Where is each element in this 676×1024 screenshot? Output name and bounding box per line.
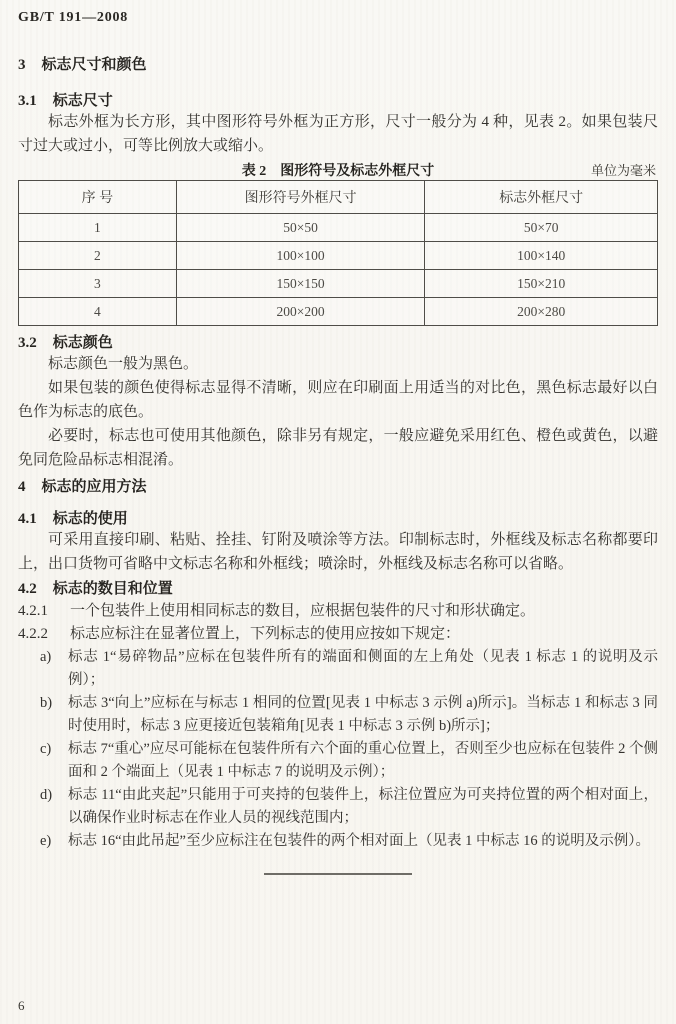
section-3-2-paragraph-3: 必要时，标志也可使用其他颜色，除非另有规定，一般应避免采用红色、橙色或黄色，以避免同危险品标志相混淆。	[18, 428, 658, 468]
section-4-1-paragraph: 可采用直接印刷、粘贴、拴挂、钉附及喷涂等方法。印制标志时，外框线及标志名称都要印上，出口货物可省略中文标志名称和外框线；喷涂时，外框线及标志名称可以省略。	[18, 532, 658, 572]
section-3-2-number: 3.2	[18, 335, 37, 351]
page-content	[0, 56, 676, 875]
cell-symbol-size: 50×50	[176, 214, 425, 242]
cell-seq: 1	[19, 214, 177, 242]
section-3-title: 标志尺寸和颜色	[41, 57, 147, 73]
standard-number: GB/T 191—2008	[18, 10, 129, 25]
clause-4-2-2-text: 标志应标注在显著位置上，下列标志的使用应按如下规定：	[70, 626, 461, 642]
list-item	[18, 738, 658, 784]
section-4-2-title: 标志的数目和位置	[52, 581, 173, 597]
column-header-symbol-frame: 图形符号外框尺寸	[176, 181, 425, 214]
section-4-number: 4	[18, 479, 26, 495]
section-4-1-heading	[18, 510, 658, 528]
section-4-1-number: 4.1	[18, 511, 37, 527]
section-3-2-paragraph-2: 如果包装的颜色使得标志显得不清晰，则应在印刷面上用适当的对比色，黑色标志最好以白色作为标志的底色。	[18, 380, 658, 420]
section-4-2-heading	[18, 580, 658, 598]
dimension-table	[18, 180, 658, 326]
column-header-mark-frame: 标志外框尺寸	[425, 181, 658, 214]
list-item-label: c)	[40, 741, 52, 757]
clause-4-2-2-number: 4.2.2	[18, 626, 48, 642]
cell-frame-size: 100×140	[425, 242, 658, 270]
clause-4-2-1	[18, 600, 658, 623]
table-row	[19, 298, 658, 326]
list-item-label: e)	[40, 833, 52, 849]
table-row	[19, 270, 658, 298]
section-3-1-heading	[18, 92, 658, 110]
list-item	[18, 784, 658, 830]
section-3-2-heading	[18, 334, 658, 352]
cell-frame-size: 50×70	[425, 214, 658, 242]
clause-4-2-2	[18, 623, 658, 646]
section-4-1-title: 标志的使用	[52, 511, 128, 527]
table-row	[19, 214, 658, 242]
cell-frame-size: 200×280	[425, 298, 658, 326]
list-item-text: 标志 16“由此吊起”至少应标注在包装件的两个相对面上（见表 1 中标志 16 的说明及示例）。	[68, 833, 650, 849]
table-unit-note: 单位为毫米	[590, 163, 656, 178]
clause-4-2-2-list	[18, 646, 658, 853]
cell-seq: 3	[19, 270, 177, 298]
section-3-1-paragraph: 标志外框为长方形，其中图形符号外框为正方形，尺寸一般分为 4 种，见表 2。如果包装尺寸过大或过小，可等比例放大或缩小。	[18, 114, 658, 154]
table-header-row	[19, 181, 658, 214]
cell-symbol-size: 200×200	[176, 298, 425, 326]
section-3-1-title: 标志尺寸	[52, 93, 113, 109]
list-item-label: d)	[40, 787, 53, 803]
section-3-heading	[18, 56, 658, 74]
cell-seq: 4	[19, 298, 177, 326]
table-row	[19, 242, 658, 270]
cell-symbol-size: 100×100	[176, 242, 425, 270]
list-item	[18, 646, 658, 692]
table-caption: 表 2 图形符号及标志外框尺寸	[241, 164, 435, 179]
section-3-2-paragraph-1: 标志颜色一般为黑色。	[48, 356, 199, 372]
cell-seq: 2	[19, 242, 177, 270]
cell-frame-size: 150×210	[425, 270, 658, 298]
section-4-heading	[18, 478, 658, 496]
section-4-title: 标志的应用方法	[41, 479, 147, 495]
column-header-seq: 序 号	[19, 181, 177, 214]
cell-symbol-size: 150×150	[176, 270, 425, 298]
page-number: 6	[18, 998, 25, 1013]
section-3-1-number: 3.1	[18, 93, 37, 109]
table-caption-row	[18, 160, 658, 178]
list-item-text: 标志 1“易碎物品”应标在包装件所有的端面和侧面的左上角处（见表 1 标志 1 的说明及示例）；	[68, 649, 658, 688]
list-item-text: 标志 11“由此夹起”只能用于可夹持的包装件上，标注位置应为可夹持位置的两个相对面上，以确保作业时标志在作业人员的视线范围内；	[68, 787, 658, 826]
list-item	[18, 830, 658, 853]
list-item-text: 标志 3“向上”应标在与标志 1 相同的位置[见表 1 中标志 3 示例 a)所示]。当标志 1 和标志 3 同时使用时，标志 3 应更接近包装箱角[见表 1 中标志 3 示例 b)所示]；	[68, 695, 658, 734]
list-item-text: 标志 7“重心”应尽可能标在包装件所有六个面的重心位置上，否则至少也应标在包装件 2 个侧面和 2 个端面上（见表 1 中标志 7 的说明及示例）；	[68, 741, 658, 780]
section-3-number: 3	[18, 57, 26, 73]
list-item-label: b)	[40, 695, 53, 711]
clause-4-2-1-number: 4.2.1	[18, 603, 48, 619]
clause-4-2-1-text: 一个包装件上使用相同标志的数目，应根据包装件的尺寸和形状确定。	[70, 603, 536, 619]
list-item-label: a)	[40, 649, 52, 665]
end-of-text-rule	[264, 873, 412, 875]
section-3-2-title: 标志颜色	[52, 335, 113, 351]
list-item	[18, 692, 658, 738]
section-4-2-number: 4.2	[18, 581, 37, 597]
